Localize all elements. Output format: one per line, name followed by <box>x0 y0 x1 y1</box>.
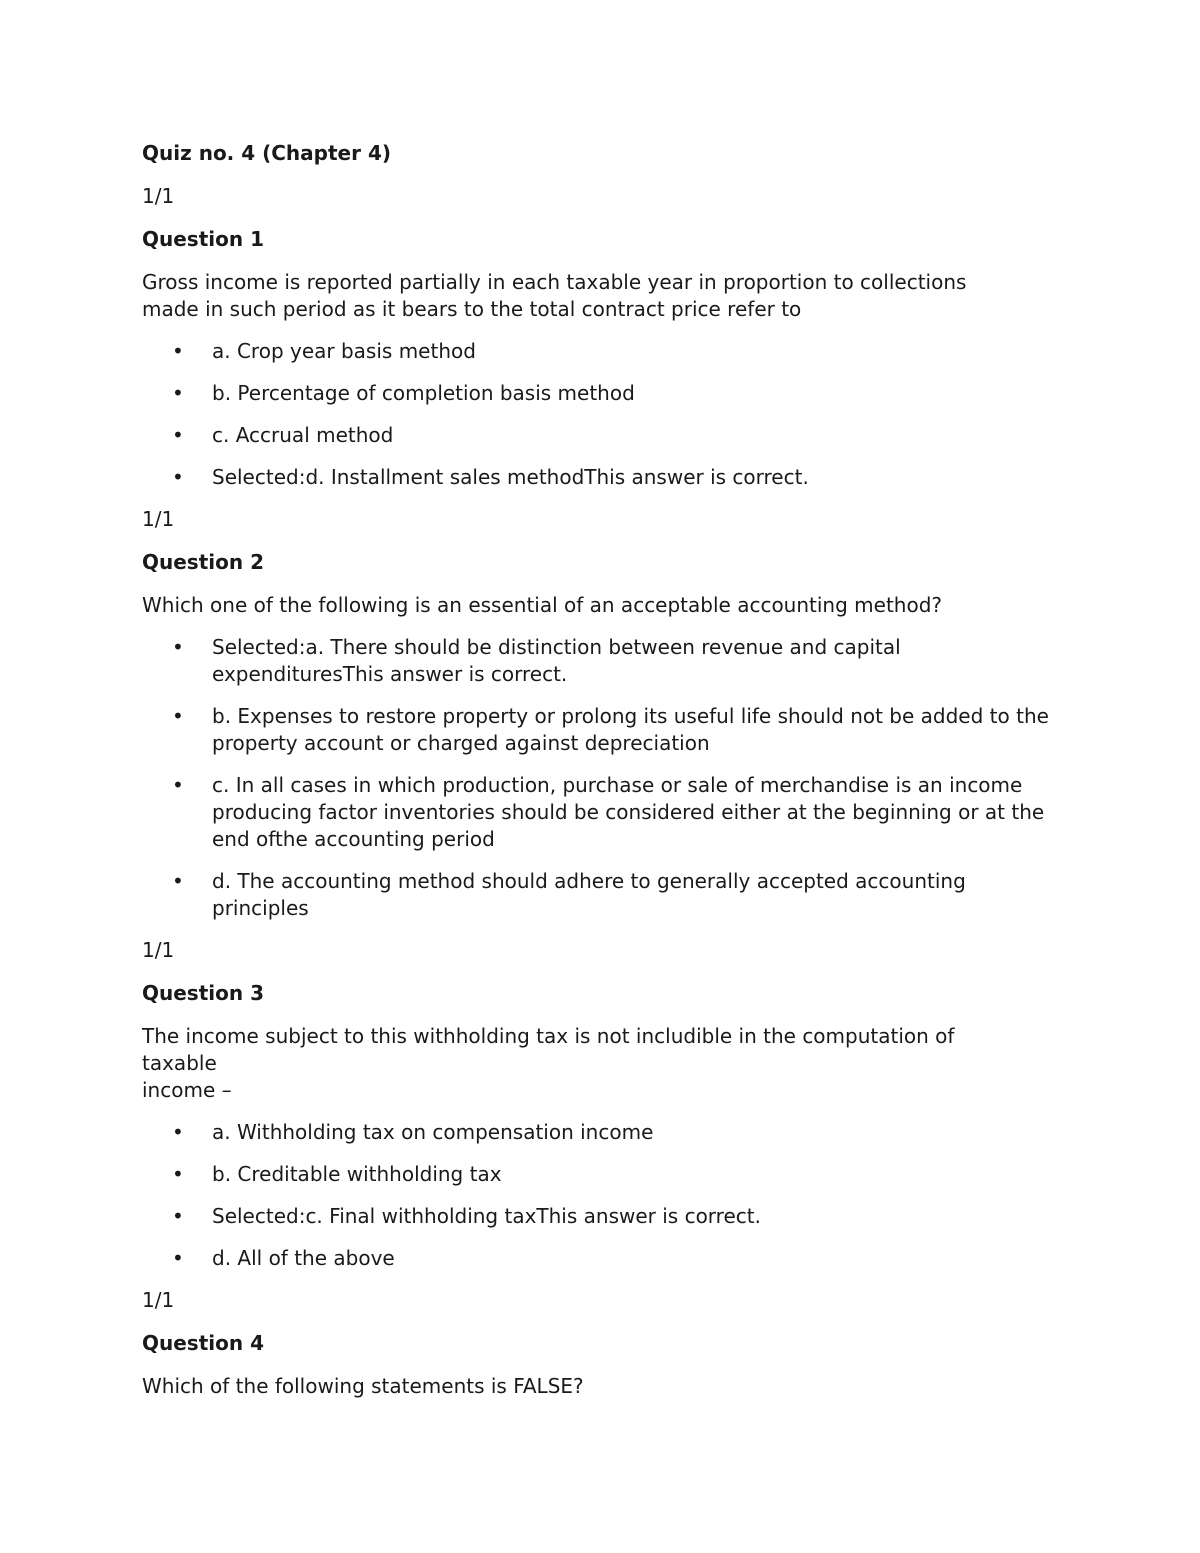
option-label: b. Expenses to restore property or prolong its useful life should not be added to the property account or charged against depreciation <box>212 704 1049 755</box>
question-2-score: 1/1 <box>142 507 175 531</box>
document-page <box>142 140 1057 1415</box>
question-text-line: Gross income is reported partially in each taxable year in proportion to collections <box>142 270 967 294</box>
bullet-icon: • <box>172 1162 184 1186</box>
bullet-icon: • <box>172 1204 184 1228</box>
option-label: d. All of the above <box>212 1246 395 1270</box>
question-text-line: made in such period as it bears to the total contract price refer to <box>142 297 802 321</box>
option-item <box>142 1119 1057 1146</box>
option-label: a. Crop year basis method <box>212 339 476 363</box>
option-label: Selected:a. There should be distinction between revenue and capital expendituresThis answer is correct. <box>212 635 901 686</box>
question-4-score: 1/1 <box>142 1288 175 1312</box>
option-label: b. Creditable withholding tax <box>212 1162 502 1186</box>
option-item <box>142 1245 1057 1272</box>
question-text-line: taxable <box>142 1051 217 1075</box>
bullet-icon: • <box>172 704 184 728</box>
quiz-title: Quiz no. 4 (Chapter 4) <box>142 141 391 165</box>
question-text-line: Which one of the following is an essential of an acceptable accounting method? <box>142 593 943 617</box>
option-label: a. Withholding tax on compensation income <box>212 1120 654 1144</box>
bullet-icon: • <box>172 1246 184 1270</box>
question-3-text <box>142 1023 1057 1104</box>
question-1-score: 1/1 <box>142 184 175 208</box>
option-item-selected <box>142 634 1057 688</box>
option-item <box>142 703 1057 757</box>
option-label: Selected:c. Final withholding taxThis answer is correct. <box>212 1204 761 1228</box>
option-label: c. Accrual method <box>212 423 394 447</box>
bullet-icon: • <box>172 635 184 659</box>
question-4-heading: Question 4 <box>142 1331 264 1355</box>
option-item <box>142 380 1057 407</box>
option-label: b. Percentage of completion basis method <box>212 381 635 405</box>
bullet-icon: • <box>172 423 184 447</box>
bullet-icon: • <box>172 869 184 893</box>
question-text-line: income – <box>142 1078 232 1102</box>
option-item <box>142 772 1057 853</box>
question-4-text <box>142 1373 1057 1400</box>
question-2-heading: Question 2 <box>142 550 264 574</box>
option-item <box>142 338 1057 365</box>
question-1-options <box>142 338 1057 491</box>
question-text-line: Which of the following statements is FALSE? <box>142 1374 584 1398</box>
option-label: d. The accounting method should adhere to generally accepted accounting principles <box>212 869 966 920</box>
question-2-text <box>142 592 1057 619</box>
question-2 <box>142 506 1057 922</box>
question-1-heading: Question 1 <box>142 227 264 251</box>
question-3 <box>142 937 1057 1272</box>
question-2-options <box>142 634 1057 922</box>
option-item <box>142 422 1057 449</box>
question-4 <box>142 1287 1057 1400</box>
bullet-icon: • <box>172 465 184 489</box>
bullet-icon: • <box>172 773 184 797</box>
bullet-icon: • <box>172 1120 184 1144</box>
option-label: Selected:d. Installment sales methodThis answer is correct. <box>212 465 809 489</box>
question-1-text <box>142 269 1057 323</box>
option-label: c. In all cases in which production, purchase or sale of merchandise is an income producing factor inventories should be considered either at the beginning or at the end ofthe accounting period <box>212 773 1045 851</box>
option-item-selected <box>142 464 1057 491</box>
question-text-line: The income subject to this withholding tax is not includible in the computation of <box>142 1024 955 1048</box>
question-3-score: 1/1 <box>142 938 175 962</box>
bullet-icon: • <box>172 381 184 405</box>
question-3-heading: Question 3 <box>142 981 264 1005</box>
option-item <box>142 1161 1057 1188</box>
question-1 <box>142 183 1057 491</box>
question-3-options <box>142 1119 1057 1272</box>
option-item-selected <box>142 1203 1057 1230</box>
option-item <box>142 868 1057 922</box>
bullet-icon: • <box>172 339 184 363</box>
